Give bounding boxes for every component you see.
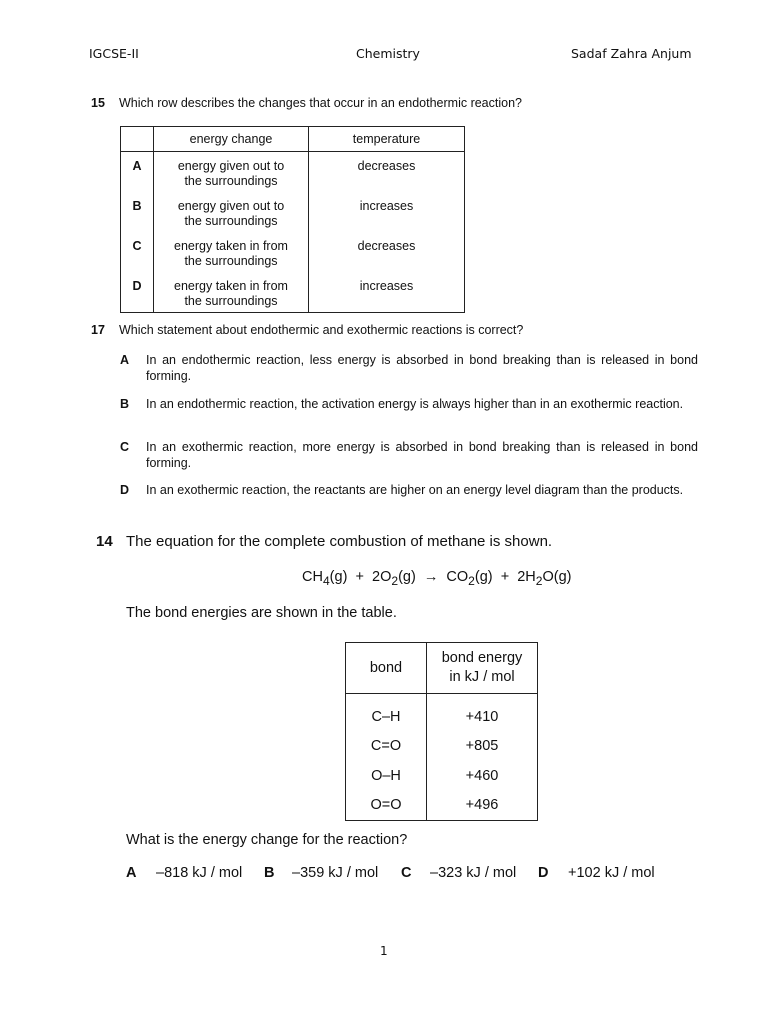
option-text: In an exothermic reaction, the reactants are higher on an energy level diagram than the products. bbox=[146, 483, 684, 497]
row-letter: B bbox=[121, 192, 154, 232]
energy-change-cell bbox=[154, 272, 309, 313]
option-letter: C bbox=[120, 440, 130, 454]
energy-change-line2: the surroundings bbox=[184, 174, 278, 188]
bond-intro: The bond energies are shown in the table. bbox=[126, 605, 397, 621]
temperature-cell: increases bbox=[309, 192, 465, 232]
answer-value: –818 kJ / mol bbox=[156, 865, 243, 881]
energy-change-line1: energy given out to bbox=[177, 199, 285, 213]
q17-option-d bbox=[120, 482, 698, 498]
q15-row bbox=[121, 192, 465, 232]
answer-letter: D bbox=[538, 865, 549, 881]
row-letter: A bbox=[121, 152, 154, 193]
combustion-equation: $CH_4(g) + 2O_2(g) \to CO_2(g) + 2H_2O(g)$ bbox=[302, 569, 572, 588]
q17-option-a bbox=[120, 352, 698, 384]
q15-row bbox=[121, 232, 465, 272]
answer-letter: B bbox=[264, 865, 275, 881]
option-text: In an exothermic reaction, more energy is absorbed in bond breaking than is released in bond forming. bbox=[146, 440, 698, 470]
question-text: Which row describes the changes that occur in an endothermic reaction? bbox=[119, 96, 522, 110]
q15-row bbox=[121, 272, 465, 313]
bond-cell: C=O bbox=[346, 732, 427, 762]
energy-change-cell bbox=[154, 192, 309, 232]
row-letter: C bbox=[121, 232, 154, 272]
answer-value: +102 kJ / mol bbox=[568, 865, 655, 881]
energy-change-line2: the surroundings bbox=[184, 294, 278, 308]
bond-cell: O=O bbox=[346, 791, 427, 821]
page-number: 1 bbox=[380, 944, 388, 958]
energy-change-line1: energy given out to bbox=[177, 159, 285, 173]
q15-header-temperature: temperature bbox=[309, 127, 465, 152]
question-15 bbox=[91, 96, 522, 110]
bond-header: bond bbox=[346, 643, 427, 694]
energy-cell: +805 bbox=[427, 732, 538, 762]
option-text: In an endothermic reaction, the activation energy is always higher than in an exothermic reaction. bbox=[146, 397, 684, 411]
reaction-arrow: → bbox=[423, 569, 439, 585]
q17-option-c bbox=[120, 439, 698, 471]
option-text: In an endothermic reaction, less energy is absorbed in bond breaking than is released in bond forming. bbox=[146, 353, 698, 383]
question-number: 15 bbox=[91, 96, 105, 110]
temperature-cell: decreases bbox=[309, 232, 465, 272]
header-subject: Chemistry bbox=[356, 46, 420, 61]
answer-letter: A bbox=[126, 865, 137, 881]
energy-change-line1: energy taken in from bbox=[174, 239, 288, 253]
bond-row bbox=[346, 732, 538, 762]
q15-row bbox=[121, 152, 465, 193]
q15-table bbox=[120, 126, 465, 313]
question-number: 17 bbox=[91, 323, 105, 337]
question-text: Which statement about endothermic and exothermic reactions is correct? bbox=[119, 323, 524, 337]
question-number: 14 bbox=[96, 533, 113, 550]
bond-row bbox=[346, 694, 538, 732]
option-letter: A bbox=[120, 353, 130, 367]
header-author: Sadaf Zahra Anjum bbox=[571, 46, 692, 61]
energy-change-line1: energy taken in from bbox=[174, 279, 288, 293]
bond-row bbox=[346, 761, 538, 791]
energy-change-line2: the surroundings bbox=[184, 214, 278, 228]
energy-cell: +496 bbox=[427, 791, 538, 821]
question-17 bbox=[91, 323, 523, 337]
energy-change-cell bbox=[154, 152, 309, 193]
header-course: IGCSE-II bbox=[89, 46, 139, 61]
bond-energy-table bbox=[345, 642, 538, 821]
energy-cell: +410 bbox=[427, 694, 538, 732]
q15-header-blank bbox=[121, 127, 154, 152]
option-letter: B bbox=[120, 397, 130, 411]
question-text: The equation for the complete combustion of methane is shown. bbox=[126, 533, 553, 550]
temperature-cell: decreases bbox=[309, 152, 465, 193]
answer-letter: C bbox=[401, 865, 412, 881]
q15-header-energy-change: energy change bbox=[154, 127, 309, 152]
q17-option-b bbox=[120, 396, 698, 412]
answer-value: –323 kJ / mol bbox=[430, 865, 517, 881]
bond-cell: C–H bbox=[346, 694, 427, 732]
option-letter: D bbox=[120, 483, 130, 497]
energy-change-cell bbox=[154, 232, 309, 272]
row-letter: D bbox=[121, 272, 154, 313]
energy-change-line2: the surroundings bbox=[184, 254, 278, 268]
bond-energy-header: bond energy in kJ / mol bbox=[427, 643, 538, 694]
answer-value: –359 kJ / mol bbox=[292, 865, 379, 881]
question-14 bbox=[96, 533, 552, 550]
energy-change-question: What is the energy change for the reaction? bbox=[126, 832, 408, 848]
bond-cell: O–H bbox=[346, 761, 427, 791]
energy-cell: +460 bbox=[427, 761, 538, 791]
temperature-cell: increases bbox=[309, 272, 465, 313]
bond-row bbox=[346, 791, 538, 821]
